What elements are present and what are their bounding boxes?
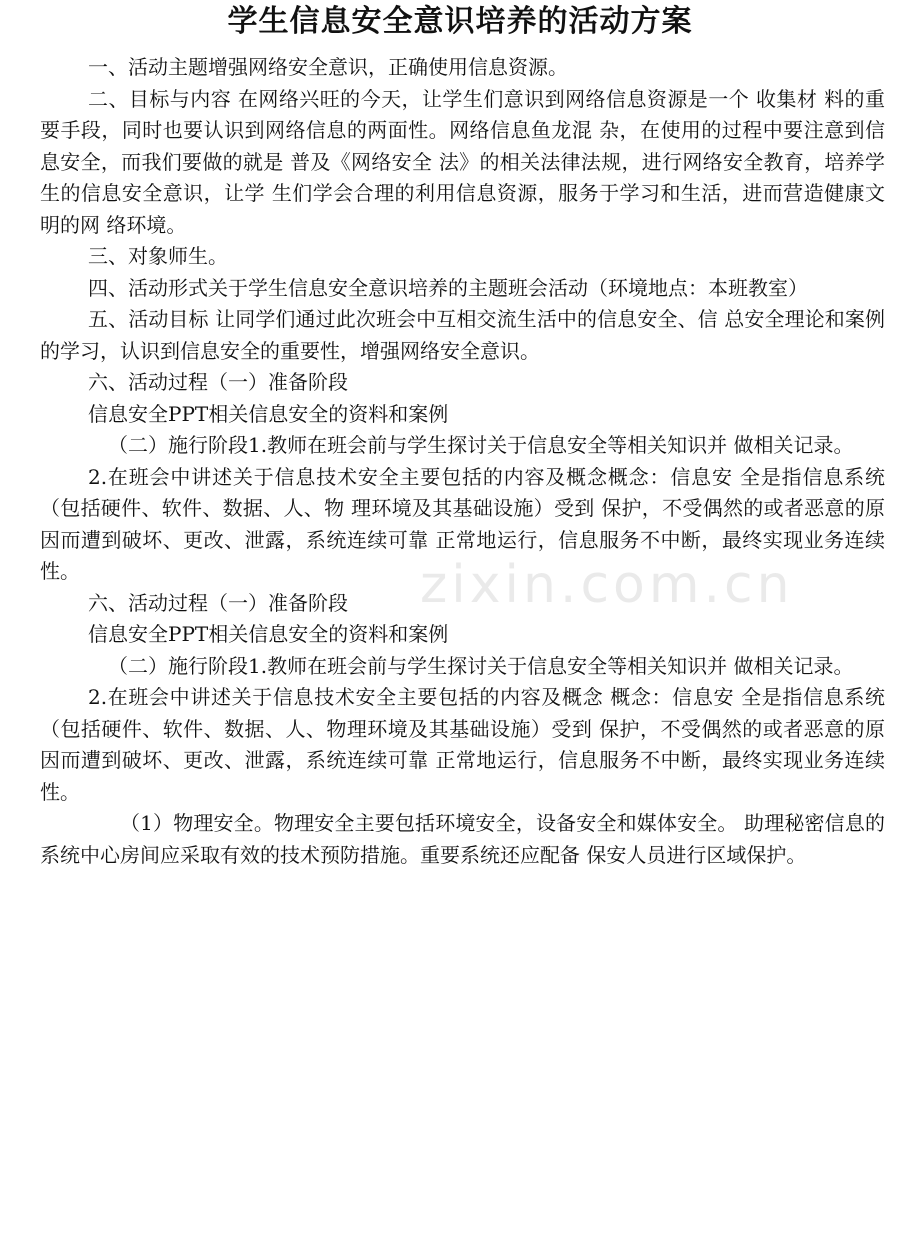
paragraph-theme: 一、活动主题增强网络安全意识，正确使用信息资源。 — [88, 55, 568, 79]
paragraph-implementation: （二）施行阶段1.教师在班会前与学生探讨关于信息安全等相关知识并 做相关记录。 — [108, 433, 854, 457]
paragraph-materials-repeat: 信息安全PPT相关信息安全的资料和案例 — [88, 622, 449, 646]
document-body — [40, 52, 885, 871]
document-title: 学生信息安全意识培养的活动方案 — [227, 4, 693, 39]
paragraph-implementation-repeat: （二）施行阶段1.教师在班会前与学生探讨关于信息安全等相关知识并 做相关记录。 — [108, 653, 854, 678]
paragraph-process-heading-repeat: 六、活动过程（一）准备阶段 — [88, 590, 348, 615]
paragraph-audience: 三、对象师生。 — [88, 244, 228, 268]
paragraph-materials: 信息安全PPT相关信息安全的资料和案例 — [88, 401, 449, 426]
paragraph-objective: 五、活动目标 让同学们通过此次班会中互相交流生活中的信息安全、信 总安全理论和案例的学习，认识到信息安全的重要性，增强网络安全意识。 — [40, 307, 885, 363]
paragraph-format: 四、活动形式关于学生信息安全意识培养的主题班会活动（环境地点：本班教室） — [88, 275, 808, 300]
paragraph-process-heading: 六、活动过程（一）准备阶段 — [88, 370, 348, 394]
paragraph-concept-repeat: 2.在班会中讲述关于信息技术安全主要包括的内容及概念 概念：信息安 全是指信息系统（包括硬件、软件、数据、人、物理环境及其基础设施）受到 保护，不受偶然的或者恶意的原因而遭到破坏、更改、泄露，系统连续可靠 正常地运行，信息服务不中断，最终实现业务连续性。 — [40, 685, 885, 804]
site-watermark: zixin.com.cn — [420, 555, 794, 615]
paragraph-physical-security: （1）物理安全。物理安全主要包括环境安全，设备安全和媒体安全。 助理秘密信息的系统中心房间应采取有效的技术预防措施。重要系统还应配备 保安人员进行区域保护。 — [40, 811, 885, 867]
paragraph-goals: 二、目标与内容 在网络兴旺的今天，让学生们意识到网络信息资源是一个 收集材 料的重要手段，同时也要认识到网络信息的两面性。网络信息鱼龙混 杂，在使用的过程中要注意到信息安全，而我们要做的就是 普及《网络安全 法》的相关法律法规，进行网络安全教育，培养学生的信息安全意识，让学 生们学会合理的利用信息资源，服务于学习和生活，进而营造健康文明的网 络环境。 — [40, 86, 885, 237]
paragraph-concept: 2.在班会中讲述关于信息技术安全主要包括的内容及概念概念：信息安 全是指信息系统（包括硬件、软件、数据、人、物 理环境及其基础设施）受到 保护，不受偶然的或者恶意的原因而遭到破坏、更改、泄露，系统连续可靠 正常地运行，信息服务不中断，最终实现业务连续性。 — [40, 464, 885, 583]
